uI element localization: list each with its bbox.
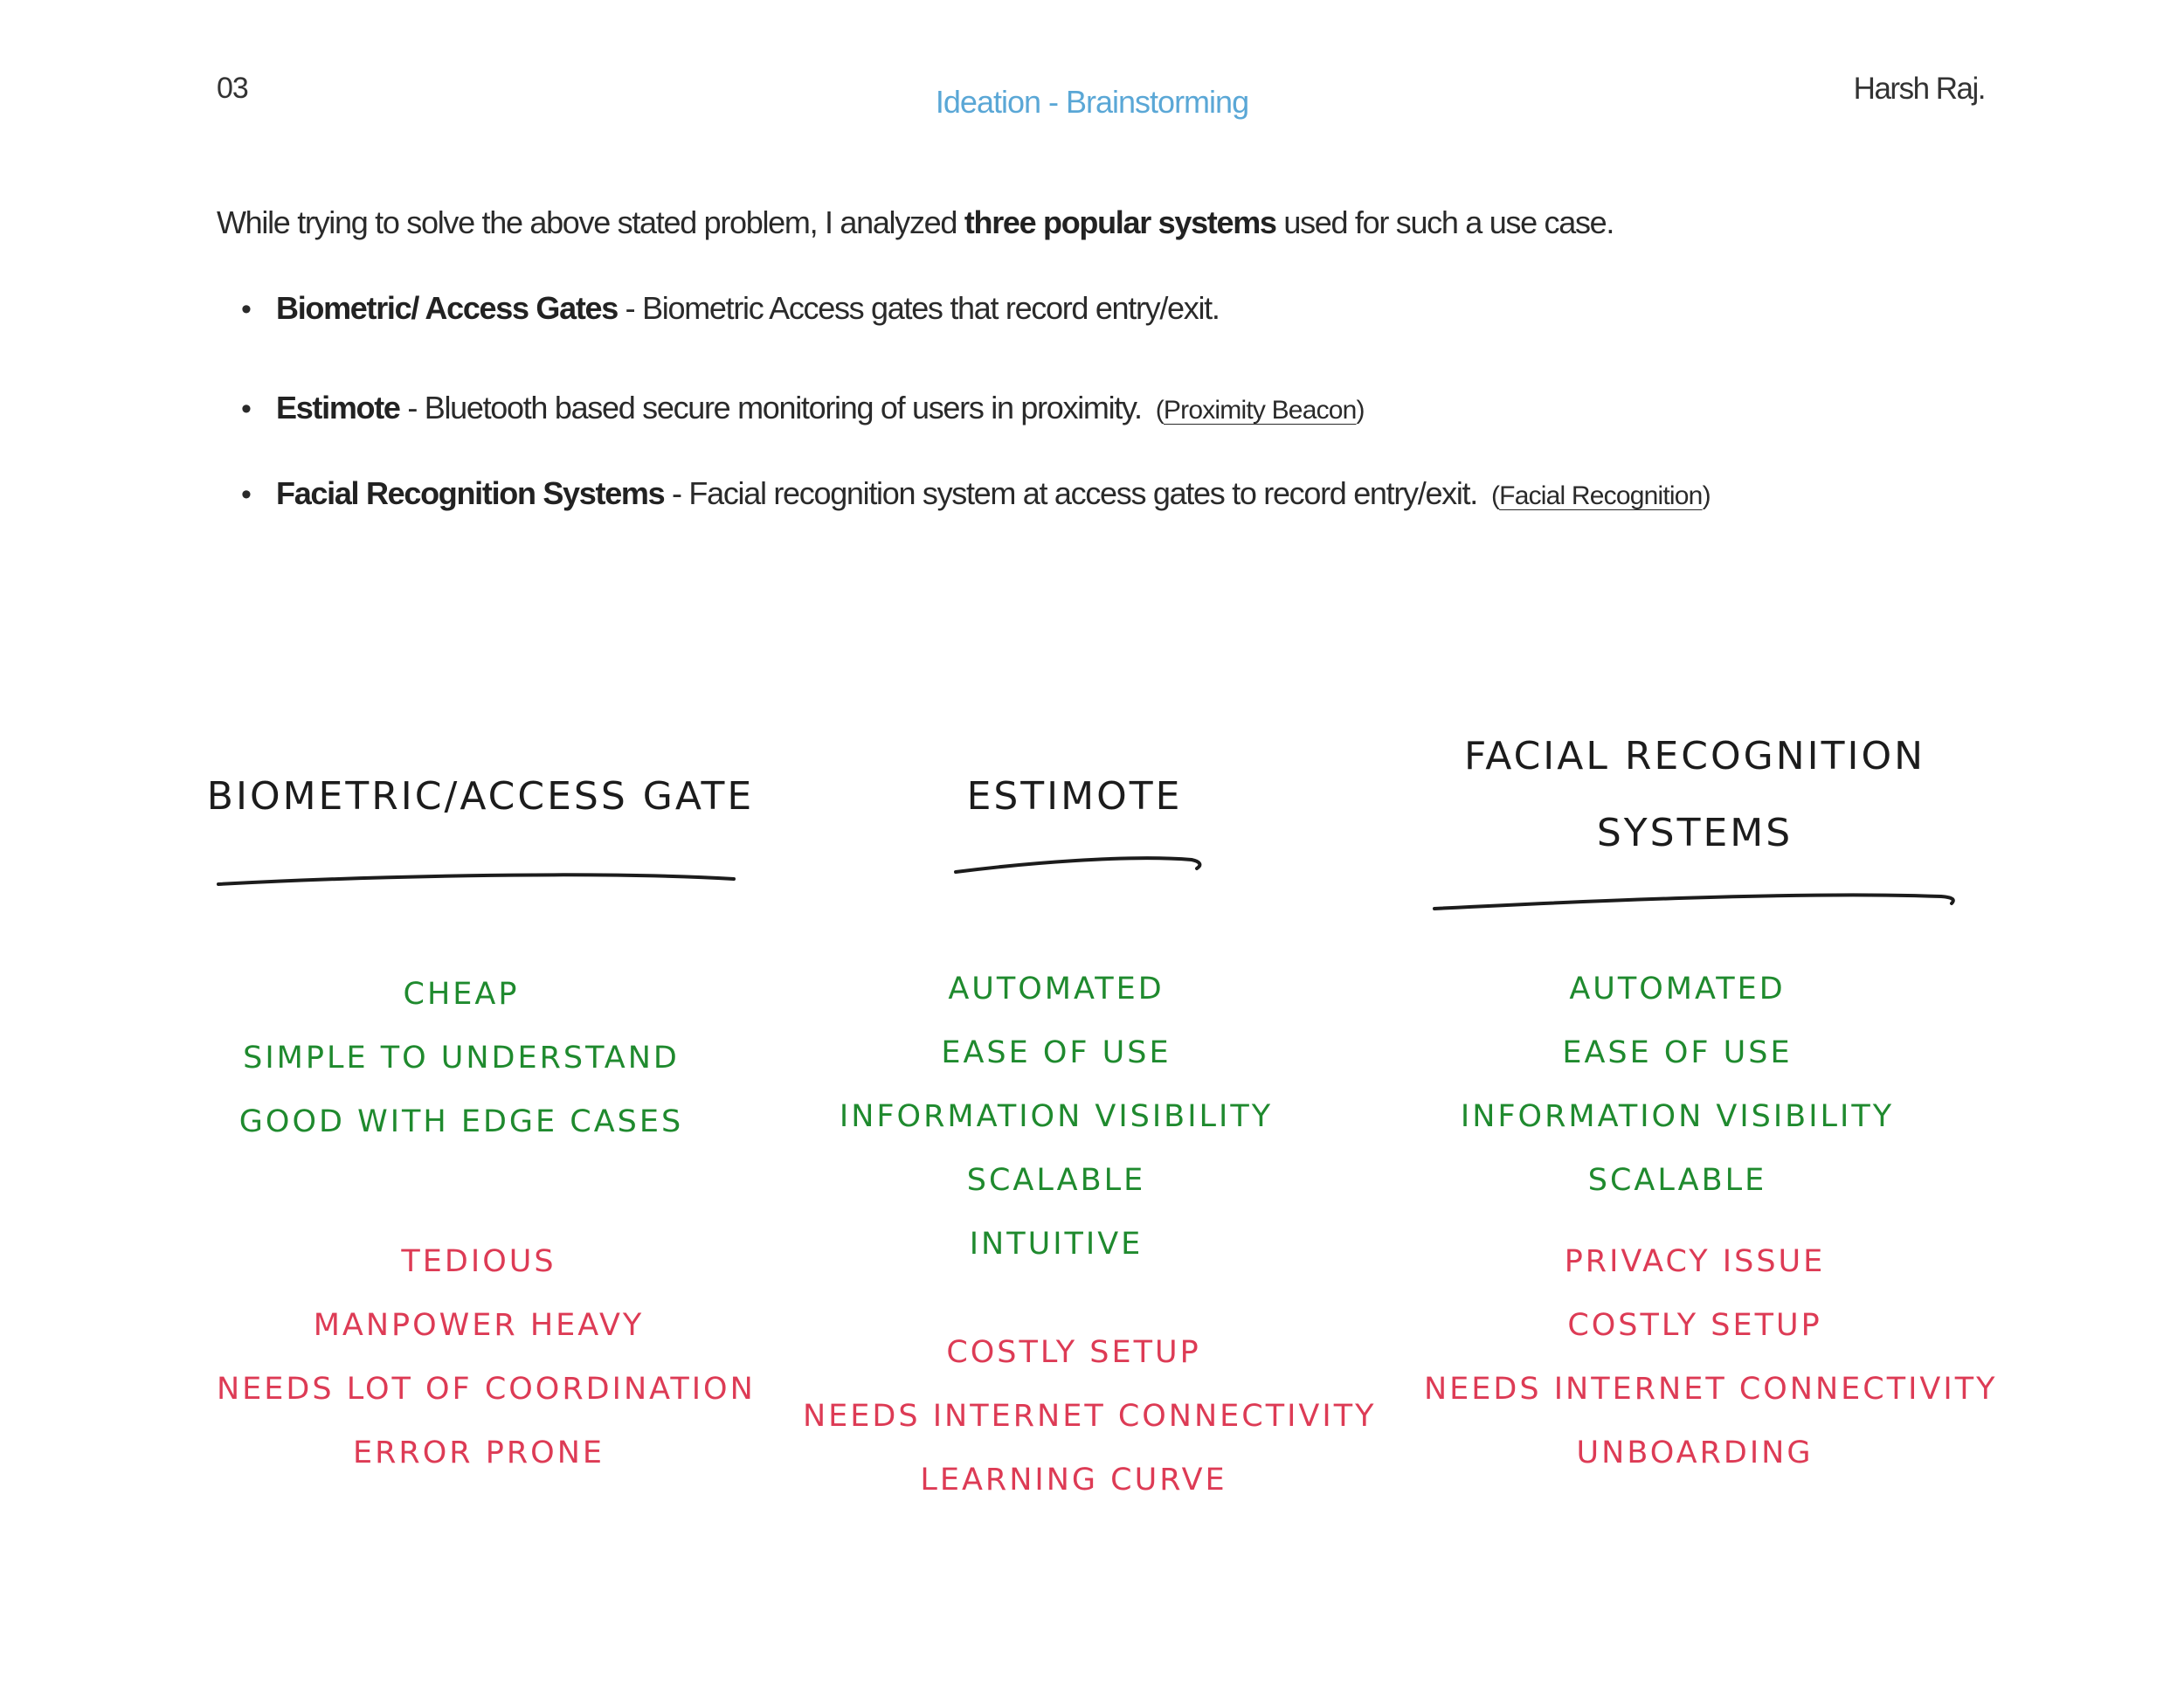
pro-item: GOOD WITH EDGE CASES [238,1104,684,1139]
item-name: Biometric/ Access Gates [276,290,618,326]
reference [1156,396,1365,425]
pro-item: SCALABLE [966,1163,1146,1198]
intro-text-before: While trying to solve the above stated problem, I analyzed [217,204,964,240]
con-item: NEEDS INTERNET CONNECTIVITY [803,1399,1377,1434]
intro-text-after: used for such a use case. [1275,204,1614,240]
pro-item: INFORMATION VISIBILITY [1460,1099,1895,1134]
link-facial-recognition[interactable]: Facial Recognition [1499,481,1703,510]
heading-underline [954,849,1207,881]
con-item: TEDIOUS [401,1244,556,1279]
con-item: COSTLY SETUP [1567,1308,1822,1343]
pro-item: INTUITIVE [969,1227,1144,1262]
bullet-dot-icon: • [241,392,251,425]
bullet-dot-icon: • [241,293,251,326]
page-title: Ideation - Brainstorming [935,84,1249,120]
reference [1491,481,1711,510]
con-item: ERROR PRONE [352,1435,605,1470]
pro-item: EASE OF USE [1562,1035,1793,1070]
con-item: LEARNING CURVE [920,1463,1227,1498]
pro-item: EASE OF USE [941,1035,1171,1070]
intro-paragraph [217,204,1614,241]
list-item-estimote [241,390,1365,426]
ref-close-paren: ) [1356,396,1365,425]
pro-item: AUTOMATED [948,972,1165,1007]
heading-line: FACIAL RECOGNITION [1463,734,1925,778]
con-item: PRIVACY ISSUE [1564,1244,1826,1279]
pro-item: SIMPLE TO UNDERSTAND [243,1041,680,1076]
item-description: - Bluetooth based secure monitoring of users in proximity. [399,390,1142,425]
column-heading-biometric [201,758,760,835]
heading-line: ESTIMOTE [966,774,1183,819]
heading-underline [217,865,741,891]
heading-underline [1433,886,1966,916]
item-name: Facial Recognition Systems [276,475,665,511]
list-item-biometric [241,290,1220,327]
heading-line: SYSTEMS [1596,811,1794,855]
intro-text-bold: three popular systems [964,204,1276,240]
pro-item: CHEAP [403,977,520,1012]
page-number: 03 [217,72,248,105]
bullet-dot-icon: • [241,478,251,511]
con-item: MANPOWER HEAVY [313,1308,645,1343]
column-heading-facial-recognition [1433,718,1957,872]
link-proximity-beacon[interactable]: Proximity Beacon [1163,396,1357,425]
ref-close-paren: ) [1702,481,1711,510]
con-item: UNBOARDING [1576,1435,1814,1470]
pro-item: AUTOMATED [1569,972,1786,1007]
con-item: COSTLY SETUP [946,1335,1201,1370]
ref-open-paren: ( [1155,396,1164,425]
heading-line: BIOMETRIC/ACCESS GATE [206,774,755,819]
con-item: NEEDS INTERNET CONNECTIVITY [1424,1372,1998,1407]
author-name: Harsh Raj. [1853,72,1985,106]
pro-item: SCALABLE [1587,1163,1767,1198]
con-item: NEEDS LOT OF COORDINATION [217,1372,756,1407]
pro-item: INFORMATION VISIBILITY [839,1099,1274,1134]
list-item-facial-recognition [241,475,1711,512]
ref-open-paren: ( [1490,481,1500,510]
column-heading-estimote [900,758,1249,835]
item-description: - Biometric Access gates that record entry/exit. [617,290,1220,326]
item-description: - Facial recognition system at access gates to record entry/exit. [664,475,1477,511]
item-name: Estimote [276,390,400,425]
